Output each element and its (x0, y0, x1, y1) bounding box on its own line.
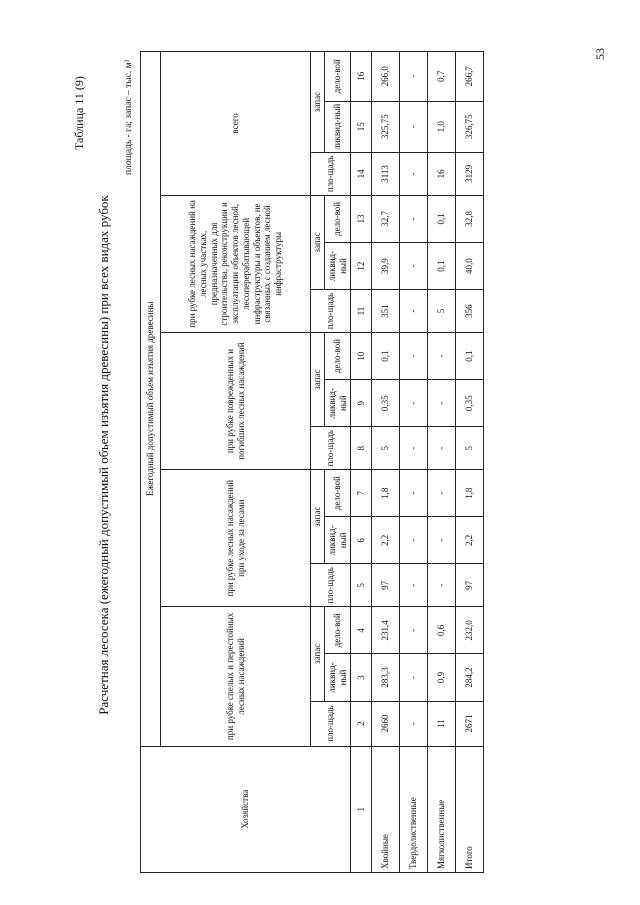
table-cell: 0,35 (372, 380, 400, 427)
table-cell: - (400, 195, 428, 242)
table-cell: - (400, 427, 428, 470)
table-cell: - (400, 242, 428, 289)
group-header-thinning: при рубке лесных насаждений при уходе за лесами (161, 470, 311, 607)
stock-header: запас (311, 470, 325, 564)
table-cell: 2,2 (372, 517, 400, 564)
table-cell: 1,8 (456, 470, 484, 517)
table-cell: 40,0 (456, 242, 484, 289)
table-row (456, 52, 484, 873)
column-number: 10 (351, 332, 372, 379)
row-label: Хвойные (372, 746, 400, 872)
column-number: 4 (351, 607, 372, 654)
table-cell: - (400, 290, 428, 333)
table-cell: 16 (428, 152, 456, 195)
table-cell: 97 (456, 564, 484, 607)
group-header-infrastructure: при рубке лесных насаждений на лесных участках, предназначенных для строительства, реконструкции и эксплуатации объектов лесной, лесоперерабатывающей инфраструктуры и объектов, не связанных с созданием лесной инфраструктуры (161, 195, 311, 332)
business-header: дело-вой (325, 607, 351, 654)
table-cell: 284,2 (456, 654, 484, 701)
table-cell: 1,8 (372, 470, 400, 517)
column-number: 15 (351, 101, 372, 152)
liquid-header: ликвид-ный (325, 380, 351, 427)
table-cell: - (428, 380, 456, 427)
table-cell: 0,6 (428, 607, 456, 654)
table-cell: 326,75 (456, 101, 484, 152)
business-header: дело-вой (325, 332, 351, 379)
table-cell: - (400, 332, 428, 379)
table-cell: - (400, 380, 428, 427)
table-cell: - (400, 701, 428, 746)
table-cell: 32,7 (372, 195, 400, 242)
column-number: 5 (351, 564, 372, 607)
column-numbers-row (351, 52, 372, 873)
table-cell: 11 (428, 701, 456, 746)
column-number: 13 (351, 195, 372, 242)
table-cell: 2671 (456, 701, 484, 746)
area-header: пло-щадь (311, 152, 351, 195)
column-number: 6 (351, 517, 372, 564)
table-cell: - (428, 470, 456, 517)
table-row (428, 52, 456, 873)
table-cell: 32,8 (456, 195, 484, 242)
table-cell: - (400, 470, 428, 517)
table-cell: 283,3 (372, 654, 400, 701)
table-cell: 0,1 (428, 195, 456, 242)
table-cell: - (428, 517, 456, 564)
table-cell: 5 (456, 427, 484, 470)
table-cell: 5 (428, 290, 456, 333)
area-header: пло-щадь (311, 427, 351, 470)
row-label: Итого (456, 746, 484, 872)
units-note: площадь - га; запас – тыс. м³ (124, 59, 134, 175)
business-header: дело-вой (325, 52, 351, 102)
column-number: 16 (351, 52, 372, 102)
table-cell: 39,9 (372, 242, 400, 289)
table-cell: - (400, 607, 428, 654)
stock-header: запас (311, 195, 325, 289)
table-cell: 231,4 (372, 607, 400, 654)
liquid-header: ликвид-ный (325, 654, 351, 701)
header-main: Ежегодный допустимый объем изъятия древесины (141, 52, 161, 747)
table-cell: 0,1 (456, 332, 484, 379)
table-cell: - (400, 101, 428, 152)
table-cell: - (428, 427, 456, 470)
column-number: 8 (351, 427, 372, 470)
area-header: пло-щадь (311, 701, 351, 746)
table-cell: - (400, 517, 428, 564)
row-label: Мягколиственные (428, 746, 456, 872)
table-cell: 0,35 (456, 380, 484, 427)
column-number: 2 (351, 701, 372, 746)
table-cell: - (428, 332, 456, 379)
table-title: Расчетная лесосека (ежегодный допустимый объем изъятия древесины) при всех видах рубок (96, 195, 111, 715)
column-number: 9 (351, 380, 372, 427)
table-cell: 97 (372, 564, 400, 607)
group-header-total: всего (161, 52, 311, 196)
liquid-header: ликвид-ный (325, 242, 351, 289)
column-number: 1 (351, 746, 372, 872)
table-cell: - (400, 52, 428, 102)
group-header-damaged: при рубке поврежденных и погибших лесных насаждений (161, 332, 311, 469)
group-header-mature: при рубке спелых и перестойных лесных насаждений (161, 607, 311, 746)
allowable-cut-table (140, 51, 484, 873)
column-number: 14 (351, 152, 372, 195)
table-cell: - (428, 564, 456, 607)
table-cell: 0,9 (428, 654, 456, 701)
table-cell: 356 (456, 290, 484, 333)
row-label: Твердолиственные (400, 746, 428, 872)
table-cell: 266,0 (372, 52, 400, 102)
column-number: 3 (351, 654, 372, 701)
column-number: 7 (351, 470, 372, 517)
stock-header: запас (311, 607, 325, 701)
table-cell: 325,75 (372, 101, 400, 152)
stock-header: запас (311, 52, 325, 153)
table-number: Таблица 11 (9) (72, 76, 86, 150)
table-cell: 2660 (372, 701, 400, 746)
table-cell: 351 (372, 290, 400, 333)
stock-header: запас (311, 332, 325, 426)
table-cell: 5 (372, 427, 400, 470)
liquid-header: ликвид-ный (325, 101, 351, 152)
table-cell: 266,7 (456, 52, 484, 102)
liquid-header: ликвид-ный (325, 517, 351, 564)
page-number: 53 (593, 48, 607, 60)
column-number: 12 (351, 242, 372, 289)
table-cell: 0,1 (428, 242, 456, 289)
business-header: дело-вой (325, 195, 351, 242)
table-cell: 0,1 (372, 332, 400, 379)
table-cell: 0,7 (428, 52, 456, 102)
table-cell: 2,2 (456, 517, 484, 564)
table-row (372, 52, 400, 873)
header-farms: Хозяйства (141, 746, 351, 872)
business-header: дело-вой (325, 470, 351, 517)
table-cell: 3113 (372, 152, 400, 195)
table-body (372, 52, 484, 873)
column-number: 11 (351, 290, 372, 333)
table-cell: 3129 (456, 152, 484, 195)
table-cell: - (400, 564, 428, 607)
table-row (400, 52, 428, 873)
table-cell: - (400, 654, 428, 701)
table-cell: 232,0 (456, 607, 484, 654)
table-cell: 1,0 (428, 101, 456, 152)
area-header: пло-щадь (311, 290, 351, 333)
table-cell: - (400, 152, 428, 195)
area-header: пло-щадь (311, 564, 351, 607)
